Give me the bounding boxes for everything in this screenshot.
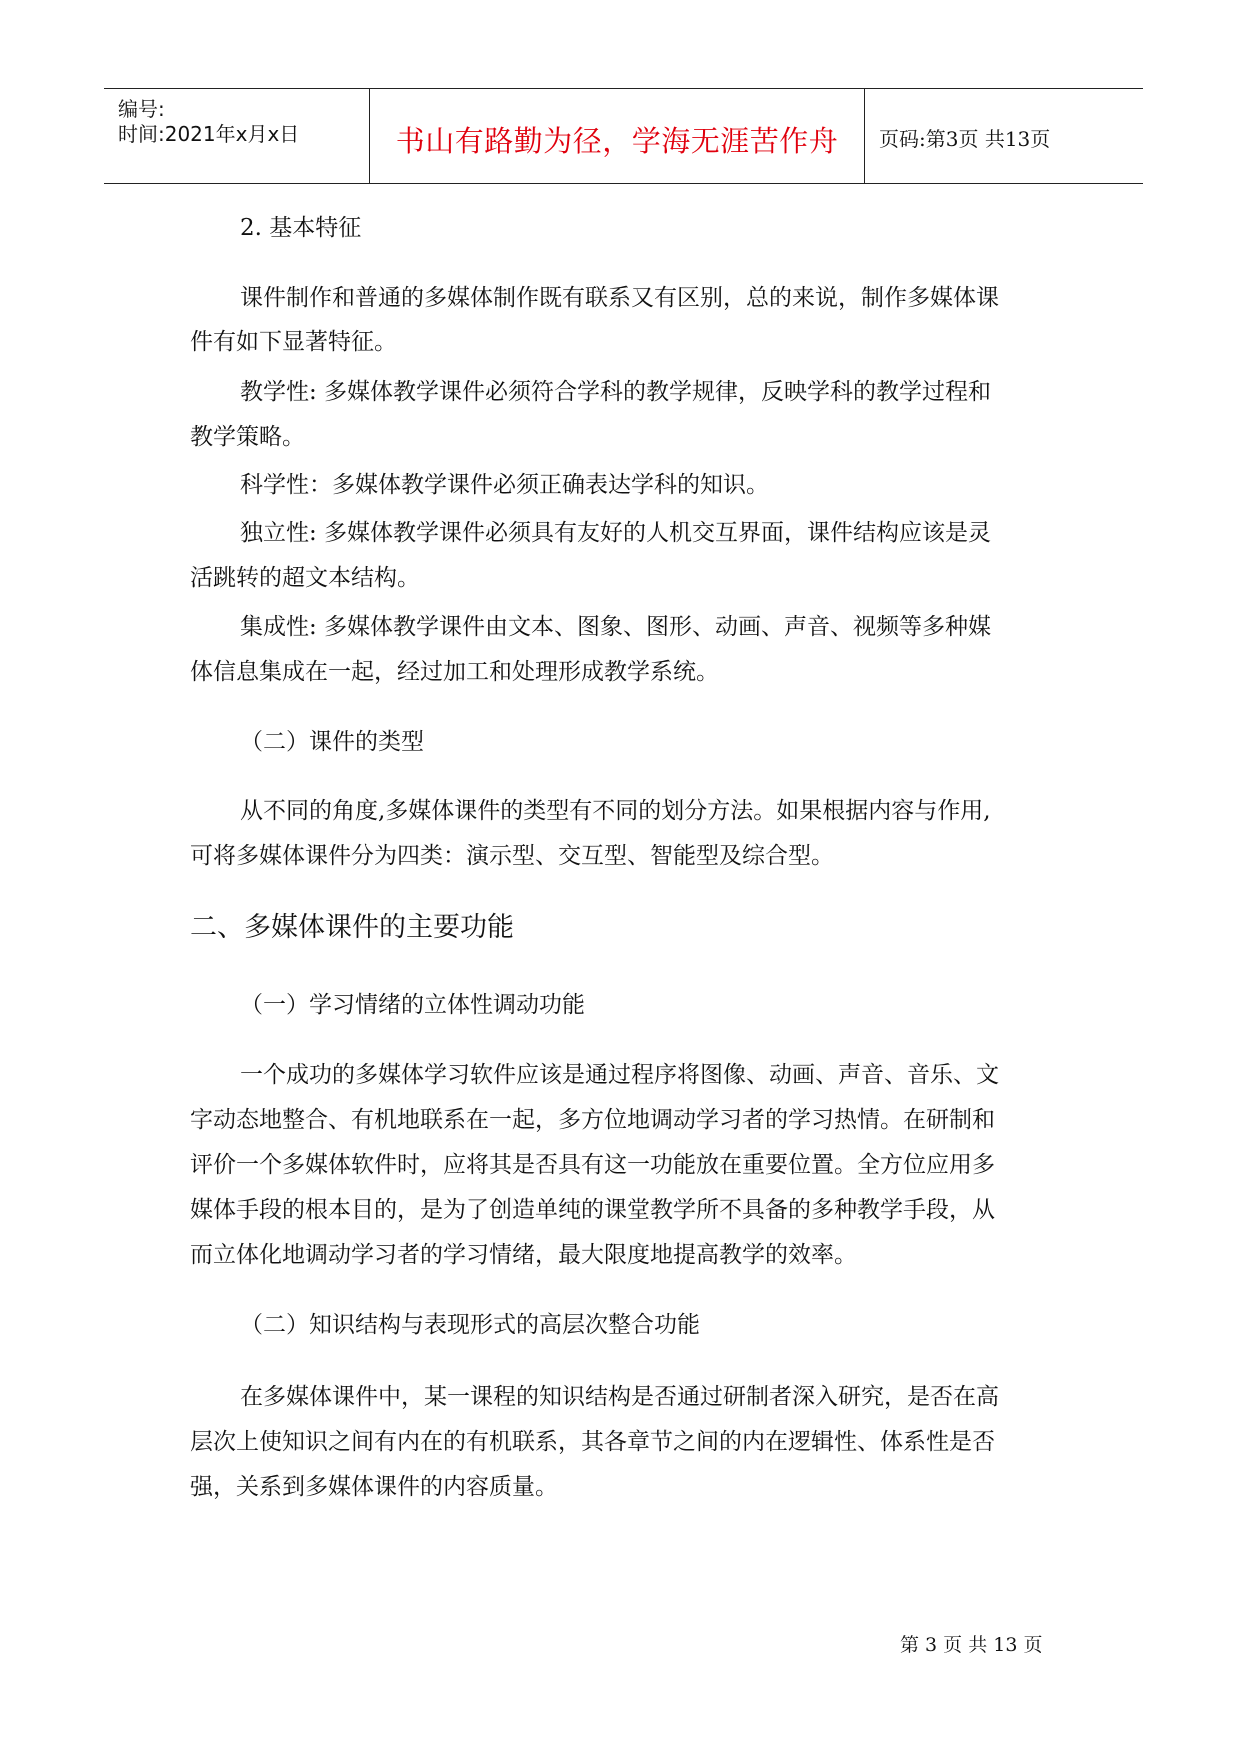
header-motto-cell [370, 89, 865, 183]
paragraph-line: 媒体手段的根本目的，是为了创造单纯的课堂教学所不具备的多种教学手段，从 [190, 1197, 995, 1223]
paragraph-line: 在多媒体课件中，某一课程的知识结构是否通过研制者深入研究，是否在高 [240, 1384, 999, 1410]
paragraph-line: 字动态地整合、有机地联系在一起，多方位地调动学习者的学习热情。在研制和 [190, 1107, 995, 1133]
paragraph-line: 层次上使知识之间有内在的有机联系，其各章节之间的内在逻辑性、体系性是否 [190, 1429, 995, 1455]
paragraph-line: 科学性：多媒体教学课件必须正确表达学科的知识。 [240, 472, 769, 498]
subsection-title: （二）课件的类型 [240, 729, 424, 755]
header-motto: 书山有路勤为径，学海无涯苦作舟 [395, 124, 839, 158]
header-page-code: 页码:第3页 共13页 [879, 127, 1051, 151]
section-heading: 二、多媒体课件的主要功能 [190, 912, 514, 943]
paragraph-line: 强，关系到多媒体课件的内容质量。 [190, 1474, 558, 1500]
paragraph-line: 集成性: 多媒体教学课件由文本、图象、图形、动画、声音、视频等多种媒 [240, 614, 992, 640]
page-footer: 第 3 页 共 13 页 [900, 1634, 1043, 1656]
paragraph-line: 体信息集成在一起，经过加工和处理形成教学系统。 [190, 659, 719, 685]
subsection-title: （一）学习情绪的立体性调动功能 [240, 992, 585, 1018]
document-date-label: 时间:2021年x月x日 [118, 122, 300, 146]
subsection-title: （二）知识结构与表现形式的高层次整合功能 [240, 1312, 700, 1338]
paragraph-line: 教学策略。 [190, 424, 305, 450]
paragraph-line: 从不同的角度,多媒体课件的类型有不同的划分方法。如果根据内容与作用, [240, 798, 991, 824]
paragraph-line: 件有如下显著特征。 [190, 329, 397, 355]
paragraph-line: 评价一个多媒体软件时，应将其是否具有这一功能放在重要位置。全方位应用多 [190, 1152, 995, 1178]
paragraph-line: 教学性: 多媒体教学课件必须符合学科的教学规律，反映学科的教学过程和 [240, 379, 992, 405]
paragraph-line: 独立性: 多媒体教学课件必须具有友好的人机交互界面，课件结构应该是灵 [240, 520, 992, 546]
paragraph-line: 而立体化地调动学习者的学习情绪，最大限度地提高教学的效率。 [190, 1242, 857, 1268]
page-header [104, 88, 1143, 184]
paragraph-line: 可将多媒体课件分为四类：演示型、交互型、智能型及综合型。 [190, 843, 834, 869]
paragraph-line: 活跳转的超文本结构。 [190, 565, 420, 591]
paragraph-line: 一个成功的多媒体学习软件应该是通过程序将图像、动画、声音、音乐、文 [240, 1062, 999, 1088]
document-number-label: 编号: [118, 97, 165, 121]
paragraph-line: 课件制作和普通的多媒体制作既有联系又有区别，总的来说，制作多媒体课 [240, 285, 999, 311]
header-meta-cell [104, 89, 370, 183]
subsection-title: 2. 基本特征 [240, 215, 362, 241]
header-page-cell [865, 89, 1143, 183]
